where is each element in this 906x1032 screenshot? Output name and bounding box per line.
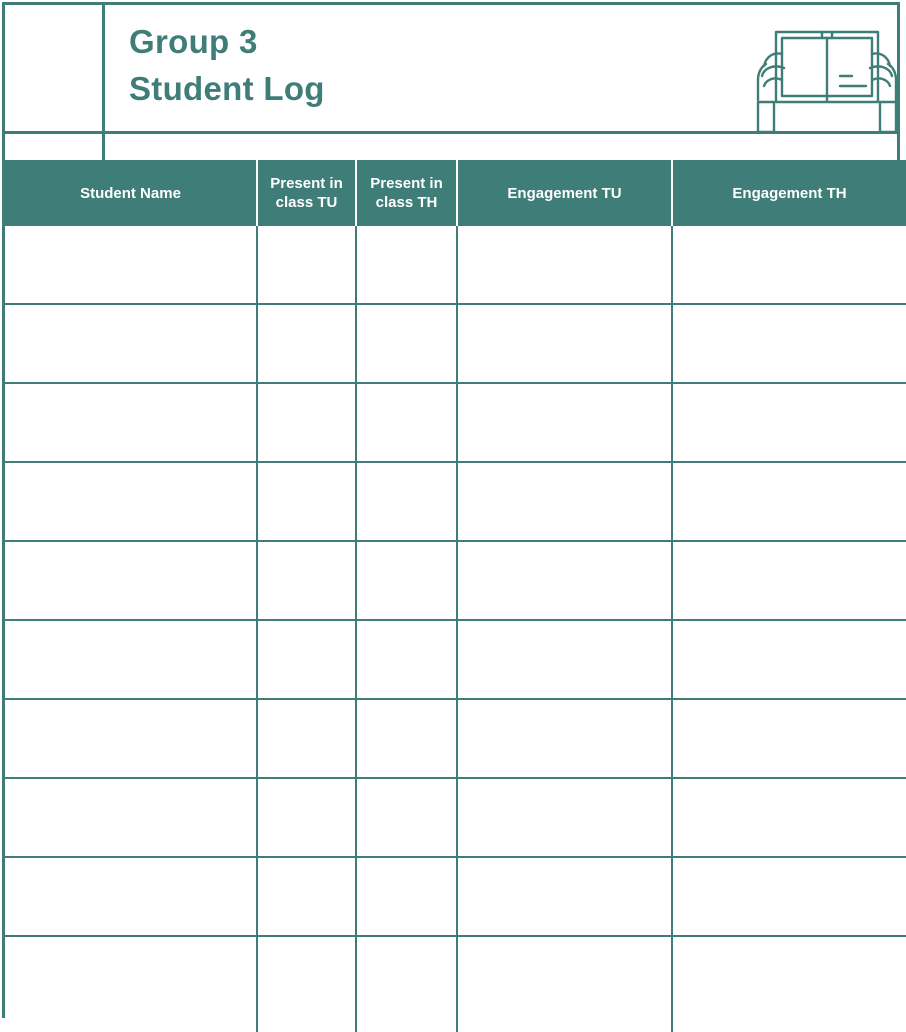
table-row bbox=[5, 226, 906, 304]
table-cell[interactable] bbox=[672, 304, 906, 383]
table-cell[interactable] bbox=[356, 778, 457, 857]
table-cell[interactable] bbox=[356, 304, 457, 383]
table-cell[interactable] bbox=[5, 936, 257, 1032]
table-cell[interactable] bbox=[672, 778, 906, 857]
table-cell[interactable] bbox=[457, 383, 672, 462]
table-cell[interactable] bbox=[5, 620, 257, 699]
table-cell[interactable] bbox=[5, 304, 257, 383]
table-cell[interactable] bbox=[5, 383, 257, 462]
table-cell[interactable] bbox=[356, 857, 457, 936]
column-header-student-name bbox=[5, 160, 257, 226]
column-header-label: Present in class TU bbox=[270, 175, 343, 211]
table-cell[interactable] bbox=[356, 226, 457, 304]
table-cell[interactable] bbox=[356, 383, 457, 462]
table-row bbox=[5, 383, 906, 462]
table-cell[interactable] bbox=[356, 699, 457, 778]
table-cell[interactable] bbox=[257, 226, 356, 304]
table-cell[interactable] bbox=[672, 620, 906, 699]
table-row bbox=[5, 857, 906, 936]
student-log-table-wrap bbox=[5, 160, 898, 1017]
table-cell[interactable] bbox=[457, 857, 672, 936]
table-cell[interactable] bbox=[257, 541, 356, 620]
table-cell[interactable] bbox=[257, 304, 356, 383]
table-cell[interactable] bbox=[457, 699, 672, 778]
page-title-line1: Group 3 bbox=[129, 23, 258, 60]
table-cell[interactable] bbox=[457, 936, 672, 1032]
student-log-table bbox=[5, 160, 906, 1032]
table-cell[interactable] bbox=[672, 462, 906, 541]
table-cell[interactable] bbox=[257, 778, 356, 857]
table-cell[interactable] bbox=[356, 462, 457, 541]
header-left-divider bbox=[102, 5, 105, 160]
column-header-present-tu bbox=[257, 160, 356, 226]
table-cell[interactable] bbox=[672, 226, 906, 304]
table-cell[interactable] bbox=[457, 778, 672, 857]
column-header-present-th bbox=[356, 160, 457, 226]
page-title-line2: Student Log bbox=[129, 70, 325, 107]
table-cell[interactable] bbox=[672, 699, 906, 778]
table-row bbox=[5, 541, 906, 620]
table-cell[interactable] bbox=[257, 857, 356, 936]
table-cell[interactable] bbox=[5, 541, 257, 620]
table-cell[interactable] bbox=[5, 699, 257, 778]
column-header-label: Present in class TH bbox=[370, 175, 443, 211]
table-header-row bbox=[5, 160, 906, 226]
table-cell[interactable] bbox=[356, 541, 457, 620]
table-cell[interactable] bbox=[356, 620, 457, 699]
table-row bbox=[5, 778, 906, 857]
reading-book-icon bbox=[752, 28, 904, 134]
table-cell[interactable] bbox=[457, 304, 672, 383]
table-cell[interactable] bbox=[257, 936, 356, 1032]
table-cell[interactable] bbox=[257, 699, 356, 778]
table-cell[interactable] bbox=[5, 462, 257, 541]
table-cell[interactable] bbox=[5, 778, 257, 857]
column-header-engagement-th bbox=[672, 160, 906, 226]
column-header-engagement-tu bbox=[457, 160, 672, 226]
table-cell[interactable] bbox=[457, 620, 672, 699]
table-cell[interactable] bbox=[457, 462, 672, 541]
table-cell[interactable] bbox=[257, 462, 356, 541]
column-header-label: Engagement TU bbox=[507, 184, 622, 202]
table-row bbox=[5, 699, 906, 778]
column-header-label: Student Name bbox=[80, 184, 181, 202]
table-row bbox=[5, 620, 906, 699]
table-cell[interactable] bbox=[5, 857, 257, 936]
table-row bbox=[5, 304, 906, 383]
table-row bbox=[5, 462, 906, 541]
table-cell[interactable] bbox=[672, 541, 906, 620]
table-cell[interactable] bbox=[356, 936, 457, 1032]
table-cell[interactable] bbox=[457, 226, 672, 304]
table-cell[interactable] bbox=[257, 620, 356, 699]
table-cell[interactable] bbox=[257, 383, 356, 462]
table-cell[interactable] bbox=[457, 541, 672, 620]
table-cell[interactable] bbox=[5, 226, 257, 304]
table-row bbox=[5, 936, 906, 1032]
column-header-label: Engagement TH bbox=[732, 184, 847, 202]
table-cell[interactable] bbox=[672, 383, 906, 462]
table-cell[interactable] bbox=[672, 857, 906, 936]
table-cell[interactable] bbox=[672, 936, 906, 1032]
